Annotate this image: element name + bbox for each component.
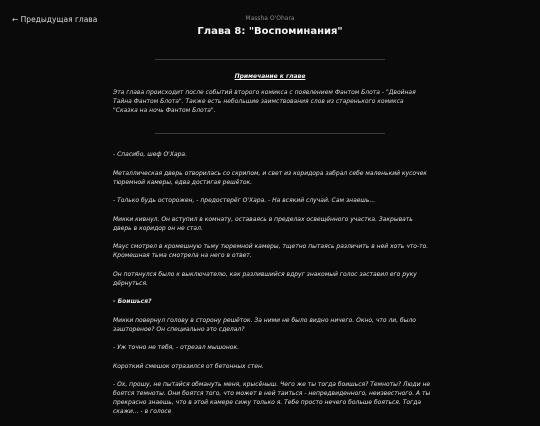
author-name[interactable]: Massha O'Ohara: [245, 15, 295, 22]
previous-chapter-link[interactable]: ← Предыдущая глава: [12, 15, 98, 24]
chapter-title: Глава 8: "Воспоминания": [197, 26, 343, 37]
story-paragraph-emphasis: - Боишься?: [113, 298, 152, 305]
story-paragraph: - Уж точно не тебя, - отрезал мышонок.: [113, 344, 239, 351]
story-paragraph: Маус смотрел в кромешную тьму тюремной камеры, тщетно пытаясь различить в ней хоть что-то. Кромешная тьма смотрела на него в ответ.: [113, 243, 429, 259]
story-paragraph: Он потянулся было к выключателю, как разлившийся вдруг знакомый голос заставил его руку дёрнуться.: [113, 270, 417, 287]
divider-top: [155, 59, 385, 60]
story-paragraph: Микки повернул голову в сторону решёток. За ними не было видно ничего. Окно, что ли, было заштореноe? Он специально это сделал?: [113, 316, 416, 333]
story-body: [113, 150, 433, 426]
story-paragraph: Микки кивнул. Он вступил в комнату, оставаясь в пределах освещённого участка. Закрывать дверь в коридор он не стал.: [113, 215, 413, 232]
story-paragraph: - Спасибо, шеф О'Хара.: [113, 151, 188, 158]
story-paragraph: Металлическая дверь отворилась со скрипом, и свет из коридора забрал себе маленький кусочек тюремной камеры, едва достигая решёток.: [113, 169, 427, 186]
notes-text: Эта глава происходит после событий второго комикса с появлением Фантом Блота - "Двойная Тайна Фантом Блота". Также есть небольшие заимствования слов из старенького комикса "Сказка на ночь Фантом Блота".: [113, 89, 416, 114]
story-paragraph: Короткий смешок отразился от бетонных стен.: [113, 362, 264, 370]
divider-bottom: [155, 133, 385, 134]
notes-heading: Примечание к главе: [234, 73, 306, 80]
story-paragraph: - Только будь осторожен, - предостерёг О'Хара. - На всякий случай. Сам знаешь...: [113, 197, 376, 204]
story-paragraph: - Ох, прошу, не пытайся обмануть меня, крысёныш. Чего же ты тогда боишься? Темноты? Люди не боятся темноты. Они боятся того, что может в ней таиться - непредвиденного, неизвестного. А ты прекрасно знаешь, что в этой камере сижу только я. Тебе просто нечего больше бояться. Тогда скажи... - в голосе: [113, 381, 431, 415]
